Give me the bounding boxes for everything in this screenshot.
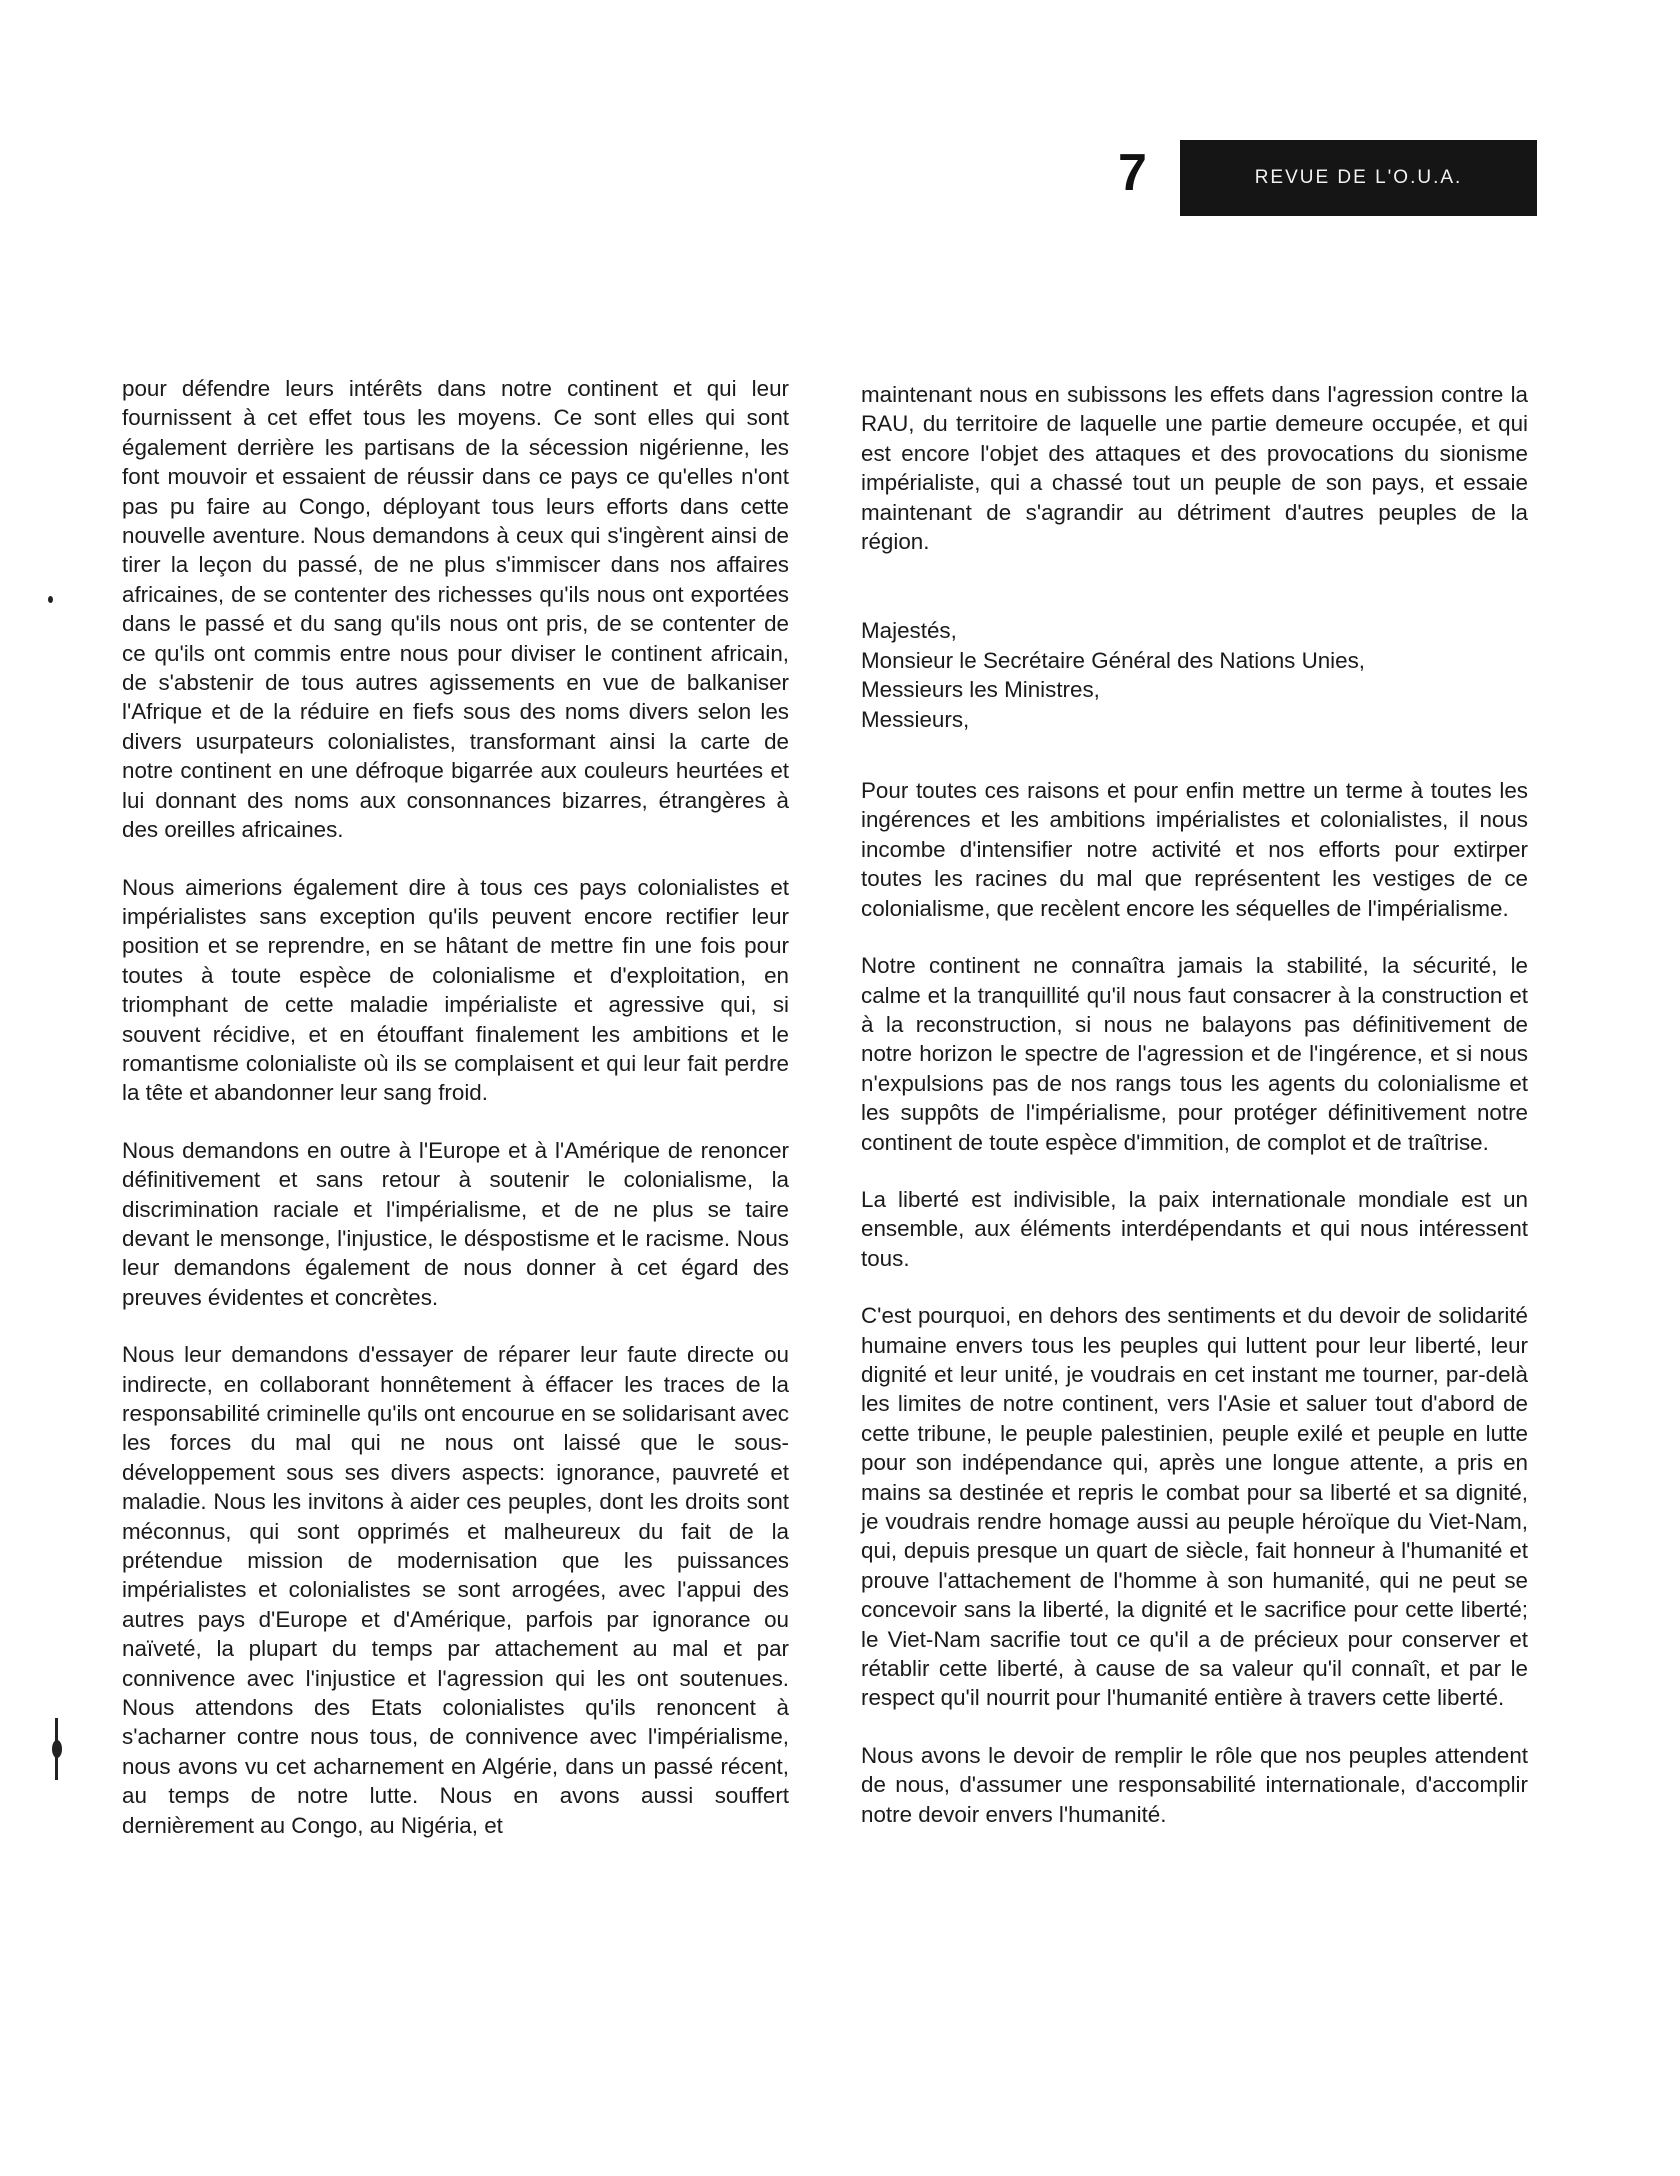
left-paragraph-2: Nous aimerions également dire à tous ces pays colonialistes et impérialistes sans exception qu'ils peuvent encore rectifier leur position et se reprendre, en se hâtant de mettre fin une fois pour toutes à toute espèce de colonialisme et d'exploitation, en triomphant de cette maladie impérialiste et agressive qui, si souvent récidive, et en étouffant finalement les ambitions et le romantisme colonialiste où ils se complaisent et qui leur fait perdre la tête et abandonner leur sang froid. xyxy=(122,874,789,1106)
right-intro-paragraph: maintenant nous en subissons les effets dans l'agression contre la RAU, du territoire de laquelle une partie demeure occupée, et qui est encore l'objet des attaques et des provocations du sionisme impérialiste, qui a chassé tout un peuple de son pays, et essaie maintenant de s'agrandir au détriment d'autres peuples de la région. xyxy=(861,382,1528,555)
right-paragraph-3: La liberté est indivisible, la paix internationale mondiale est un ensemble, aux éléments interdépendants et qui nous intéressent tous. xyxy=(861,1186,1528,1271)
salutation-line: Messieurs, xyxy=(861,706,970,732)
page-number: 7 xyxy=(1118,144,1147,202)
journal-title: REVUE DE L'O.U.A. xyxy=(1254,167,1463,188)
left-paragraph-4: Nous leur demandons d'essayer de réparer leur faute directe ou indirecte, en collaborant honnêtement à éffacer les traces de la responsabilité criminelle qu'ils ont encourue en se solidarisant avec les forces du mal qui ne nous ont laissé que le sous-développement sous ses divers aspects: ignorance, pauvreté et maladie. Nous les invitons à aider ces peuples, dont les droits sont méconnus, qui sont opprimés et malheureux du fait de la prétendue mission de modernisation que les puissances impérialistes et colonialistes se sont arrogées, avec l'appui des autres pays d'Europe et d'Amérique, parfois par ignorance ou naïveté, la plupart du temps par attachement au mal et par connivence avec l'injustice et l'agression qui les ont soutenues. Nous attendons des Etats colonialistes qu'ils renoncent à s'acharner contre nous tous, de connivence avec l'impérialisme, nous avons vu cet acharnement en Algérie, dans un passé récent, au temps de notre lutte. Nous en avons aussi souffert dernièrement au Congo, au Nigéria, et xyxy=(122,1342,789,1838)
right-paragraph-1: Pour toutes ces raisons et pour enfin mettre un terme à toutes les ingérences et les ambitions impérialistes et colonialistes, il nous incombe d'intensifier notre activité et nos efforts pour extirper toutes les racines du mal que représentent les vestiges de ce colonialisme, que recèlent encore les séquelles de l'impérialisme. xyxy=(861,778,1528,921)
left-paragraph-1: pour défendre leurs intérêts dans notre continent et qui leur fournissent à cet effet tous les moyens. Ce sont elles qui sont également derrière les partisans de la sécession nigérienne, les font mouvoir et essaient de réussir dans ce pays ce qu'elles n'ont pas pu faire au Congo, déployant tous leurs efforts dans cette nouvelle aventure. Nous demandons à ceux qui s'ingèrent ainsi de tirer la leçon du passé, de ne plus s'immiscer dans nos affaires africaines, de se contenter des richesses qu'ils nous ont exportées dans le passé et du sang qu'ils nous ont pris, de se contenter de ce qu'ils ont commis entre nous pour diviser le continent africain, de s'abstenir de tous autres agissements en vue de balkaniser l'Afrique et de la réduire en fiefs sous des noms divers selon les divers usurpateurs colonialistes, transformant ainsi la carte de notre continent en une défroque bigarrée aux couleurs heurtées et lui donnant des noms aux consonnances bizarres, étrangères à des oreilles africaines. xyxy=(122,376,789,843)
salutation-line: Monsieur le Secrétaire Général des Nations Unies, xyxy=(861,647,1366,673)
salutation-block xyxy=(861,616,1528,734)
left-column xyxy=(122,374,789,1868)
scan-speck xyxy=(48,596,53,603)
journal-title-banner xyxy=(1180,140,1537,216)
salutation-line: Messieurs les Ministres, xyxy=(861,677,1100,703)
left-paragraph-3: Nous demandons en outre à l'Europe et à l'Amérique de renoncer définitivement et sans retour à soutenir le colonialisme, la discrimination raciale et l'impérialisme, et de ne plus se taire devant le mensonge, l'injustice, le déspostisme et le racisme. Nous leur demandons également de nous donner à cet égard des preuves évidentes et concrètes. xyxy=(122,1137,789,1310)
scan-binding-dot xyxy=(52,1740,62,1758)
right-column xyxy=(861,380,1528,1857)
right-paragraph-5: Nous avons le devoir de remplir le rôle que nos peuples attendent de nous, d'assumer une responsabilité internationale, d'accomplir notre devoir envers l'humanité. xyxy=(861,1742,1528,1827)
salutation-line: Majestés, xyxy=(861,618,957,644)
right-paragraph-4: C'est pourquoi, en dehors des sentiments et du devoir de solidarité humaine envers tous les peuples qui luttent pour leur liberté, leur dignité et leur unité, je voudrais en cet instant me tourner, par-delà les limites de notre continent, vers l'Asie et saluer tout d'abord de cette tribune, le peuple palestinien, peuple exilé et peuple en lutte pour son indépendance qui, après une longue attente, a pris en mains sa destinée et repris le combat pour sa liberté et sa dignité, je voudrais rendre homage aussi au peuple héroïque du Viet-Nam, qui, depuis presque un quart de siècle, fait honneur à l'humanité et prouve l'attachement de l'homme à son humanité, qui ne peut se concevoir sans la liberté, la dignité et le sacrifice pour cette liberté; le Viet-Nam sacrifie tout ce qu'il a de précieux pour conserver et rétablir cette liberté, à cause de sa valeur qu'il connaît, et par le respect qu'il nourrit pour l'humanité entière à travers cette liberté. xyxy=(861,1303,1528,1711)
right-paragraph-2: Notre continent ne connaîtra jamais la stabilité, la sécurité, le calme et la tranquillité qu'il nous faut consacrer à la construction et à la reconstruction, si nous ne balayons pas définitivement de notre horizon le spectre de l'agression et de l'ingérence, et si nous n'expulsions pas de nos rangs tous les agents du colonialisme et les suppôts de l'impérialisme, pour protéger définitivement notre continent de toute espèce d'immition, de complot et de traîtrise. xyxy=(861,953,1528,1155)
